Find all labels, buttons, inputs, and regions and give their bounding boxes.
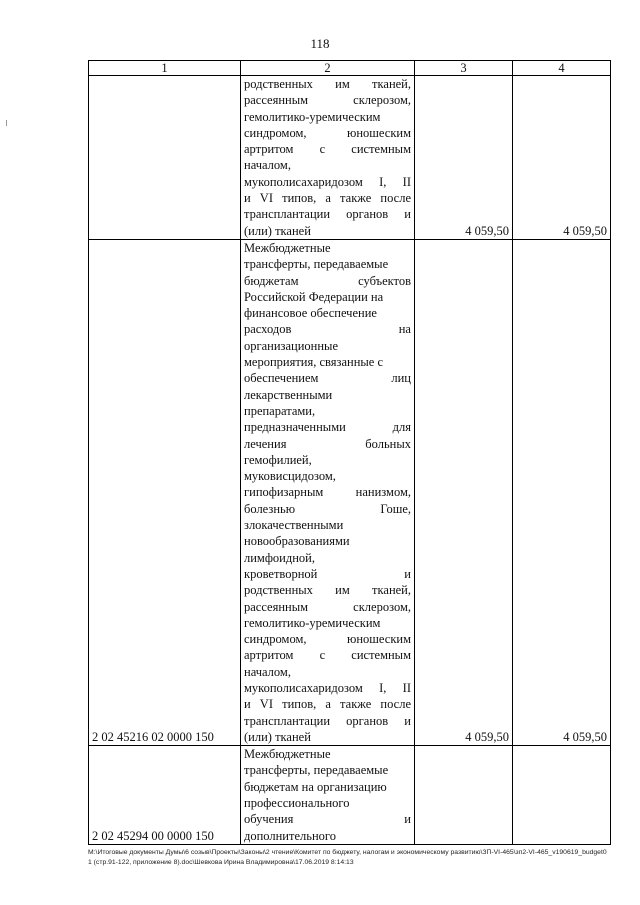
file-path-footer: M:\Итоговые документы Думы\6 созыв\Проекты\Законы\2 чтение\Комитет по бюджету, налогам и экономическому развитию\ЗП-VI-465\зп2-VI-465_v190619_budget01 (стр.91-122, приложение 8).doc\Шевкова Ирина Владимировна\17.06.2019 8:14:13 <box>88 849 607 866</box>
description-line: бюджетам субъектов <box>244 273 411 288</box>
description-line: бюджетам на организацию <box>244 779 387 794</box>
description-line: лекарственными <box>244 387 333 402</box>
column-header: 4 <box>513 61 611 76</box>
description-line: рассеянным склерозом, <box>244 93 411 108</box>
description-line: трансферты, передаваемые <box>244 763 389 778</box>
description-line: гипофизарным нанизмом, <box>244 485 411 500</box>
description-line: предназначенными для <box>244 420 411 435</box>
description-line: лечения больных <box>244 436 411 451</box>
description-line: дополнительного <box>244 828 336 843</box>
description-line: синдромом, юношеским <box>244 632 411 647</box>
description-line: трансплантации органов и <box>244 713 411 728</box>
scan-mark <box>6 120 7 126</box>
description-line: лимфоидной, <box>244 550 315 565</box>
description-line: мукополисахаридозом I, II <box>244 174 411 189</box>
description-line: трансплантации органов и <box>244 207 411 222</box>
description-line: кроветворной и <box>244 566 411 581</box>
budget-code-cell: 2 02 45294 00 0000 150 <box>89 746 241 845</box>
page-number: 118 <box>310 36 330 51</box>
description-line: профессионального <box>244 796 350 811</box>
description-line: новообразованиями <box>244 534 350 549</box>
table-header-row <box>89 61 611 76</box>
description-line: Российской Федерации на <box>244 289 384 304</box>
amount-cell-col4: 4 059,50 <box>513 76 611 240</box>
description-line: мукополисахаридозом I, II <box>244 680 411 695</box>
amount-cell-col3: 4 059,50 <box>415 76 513 240</box>
description-line: родственных им тканей, <box>244 77 411 91</box>
description-line: мероприятия, связанные с <box>244 355 384 370</box>
description-line: муковисцидозом, <box>244 469 336 484</box>
description-line: препаратами, <box>244 403 316 418</box>
amount-cell-col3: 4 059,50 <box>415 239 513 745</box>
description-line: началом, <box>244 664 291 679</box>
description-line: началом, <box>244 158 291 173</box>
description-line: (или) тканей <box>244 729 311 744</box>
description-line: обучения и <box>244 812 411 827</box>
table-row <box>89 239 611 745</box>
description-line: гемолитико-уремическим <box>244 615 381 630</box>
table-body <box>89 76 611 845</box>
description-line: и VI типов, а также после <box>244 191 411 206</box>
description-line: гемолитико-уремическим <box>244 109 381 124</box>
description-line: расходов на <box>244 322 411 337</box>
description-line: обеспечением лиц <box>244 371 411 386</box>
column-header: 1 <box>89 61 241 76</box>
description-line: Межбюджетные <box>244 240 331 255</box>
description-cell <box>241 746 415 845</box>
description-line: Межбюджетные <box>244 747 331 762</box>
description-cell <box>241 76 415 240</box>
description-line: родственных им тканей, <box>244 583 411 598</box>
description-line: рассеянным склерозом, <box>244 599 411 614</box>
description-line: злокачественными <box>244 518 344 533</box>
description-line: трансферты, передаваемые <box>244 257 389 272</box>
amount-cell-col4: 4 059,50 <box>513 239 611 745</box>
budget-table <box>88 60 611 845</box>
budget-code-cell: 2 02 45216 02 0000 150 <box>89 239 241 745</box>
description-line: болезнью Гоше, <box>244 501 411 516</box>
description-line: артритом с системным <box>244 648 411 663</box>
table-row <box>89 746 611 845</box>
column-header: 3 <box>415 61 513 76</box>
table-row <box>89 76 611 240</box>
description-line: и VI типов, а также после <box>244 697 411 712</box>
description-line: гемофилией, <box>244 452 312 467</box>
description-line: (или) тканей <box>244 223 311 238</box>
description-line: организационные <box>244 338 338 353</box>
description-line: артритом с системным <box>244 142 411 157</box>
column-header: 2 <box>241 61 415 76</box>
description-cell <box>241 239 415 745</box>
budget-code-cell <box>89 76 241 240</box>
amount-cell-col4 <box>513 746 611 845</box>
amount-cell-col3 <box>415 746 513 845</box>
description-line: синдромом, юношеским <box>244 125 411 140</box>
description-line: финансовое обеспечение <box>244 306 377 321</box>
